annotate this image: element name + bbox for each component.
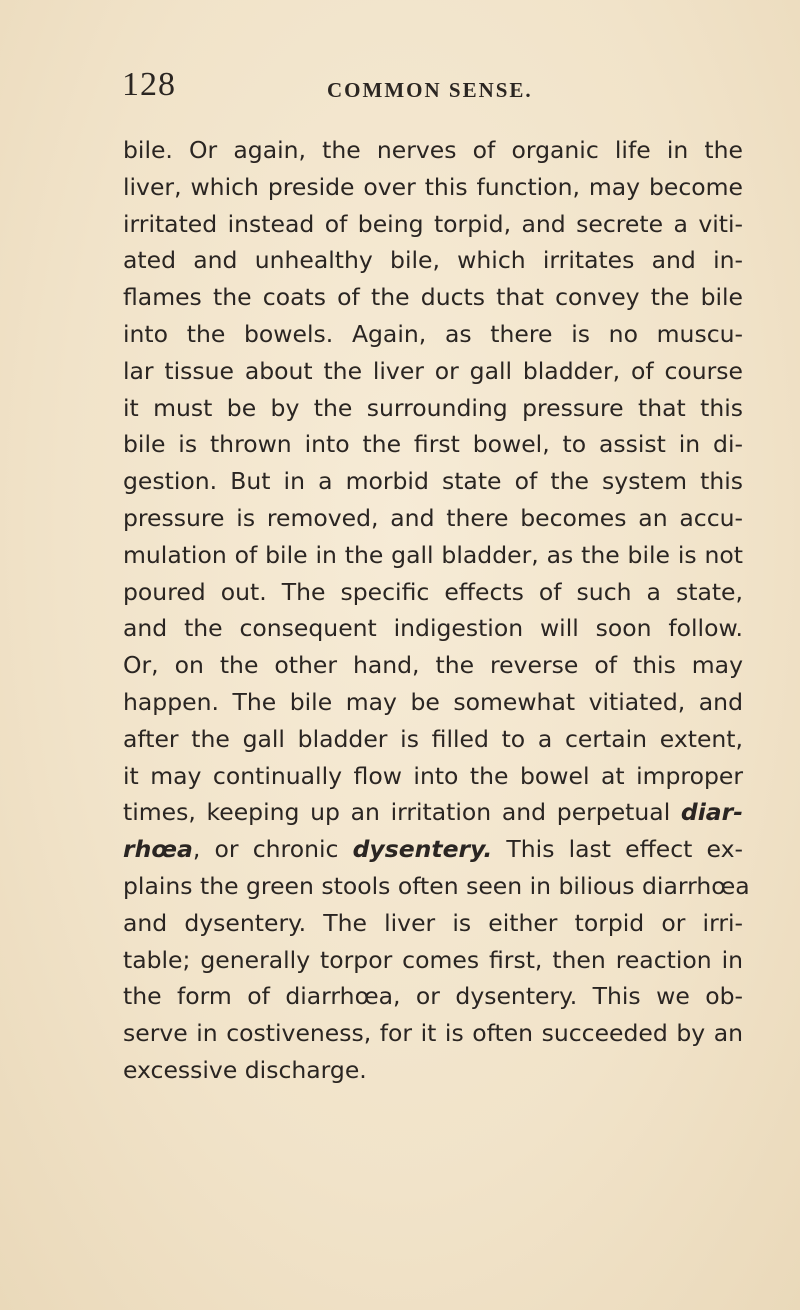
text-line: and dysentery. The liver is either torpid or irri- bbox=[123, 908, 743, 937]
text-line: poured out. The specific effects of such a state, bbox=[123, 577, 743, 606]
text-segment: This last effect ex- bbox=[506, 835, 743, 864]
text-line: ated and unhealthy bile, which irritates and in- bbox=[123, 246, 743, 275]
text-line: gestion. But in a morbid state of the system this bbox=[123, 467, 743, 496]
running-head: COMMON SENSE. bbox=[327, 78, 533, 102]
text-line: the form of diarrhœa, or dysentery. This we ob- bbox=[123, 982, 743, 1011]
text-segment: , or chronic bbox=[192, 835, 339, 864]
emphasis-diarrhoea-part2: rhœa bbox=[123, 835, 193, 864]
page-header bbox=[122, 66, 682, 106]
emphasis-dysentery: dysentery. bbox=[352, 835, 493, 864]
text-line: pressure is removed, and there becomes an accu- bbox=[123, 503, 743, 532]
text-line: after the gall bladder is filled to a certain extent, bbox=[123, 724, 743, 753]
text-line: liver, which preside over this function, may become bbox=[123, 172, 743, 201]
text-line bbox=[123, 794, 743, 831]
body-text bbox=[123, 132, 750, 1089]
text-line: serve in costiveness, for it is often succeeded by an bbox=[123, 1019, 743, 1048]
text-line: irritated instead of being torpid, and secrete a viti- bbox=[123, 209, 743, 238]
text-line: into the bowels. Again, as there is no muscu- bbox=[123, 319, 743, 348]
text-line: plains the green stools often seen in bilious diarrhœa bbox=[123, 871, 750, 900]
text-line: Or, on the other hand, the reverse of this may bbox=[123, 651, 743, 680]
emphasis-diarrhoea-part1: diar- bbox=[680, 798, 743, 827]
text-line: mulation of bile in the gall bladder, as the bile is not bbox=[123, 540, 743, 569]
text-line: flames the coats of the ducts that convey the bile bbox=[123, 283, 743, 312]
text-line: happen. The bile may be somewhat vitiated, and bbox=[123, 687, 743, 716]
text-line: bile. Or again, the nerves of organic life in the bbox=[123, 136, 743, 164]
text-segment: times, keeping up an irritation and perpetual bbox=[123, 798, 671, 827]
text-line: and the consequent indigestion will soon follow. bbox=[123, 614, 743, 643]
text-line bbox=[123, 831, 743, 868]
text-line: lar tissue about the liver or gall bladder, of course bbox=[123, 356, 743, 385]
text-line: it may continually flow into the bowel at improper bbox=[123, 761, 743, 790]
page-number: 128 bbox=[122, 66, 176, 103]
text-line: bile is thrown into the first bowel, to assist in di- bbox=[123, 430, 743, 459]
text-line: table; generally torpor comes first, then reaction in bbox=[123, 945, 743, 974]
text-line: it must be by the surrounding pressure that this bbox=[123, 393, 743, 422]
text-line: excessive discharge. bbox=[123, 1055, 367, 1084]
